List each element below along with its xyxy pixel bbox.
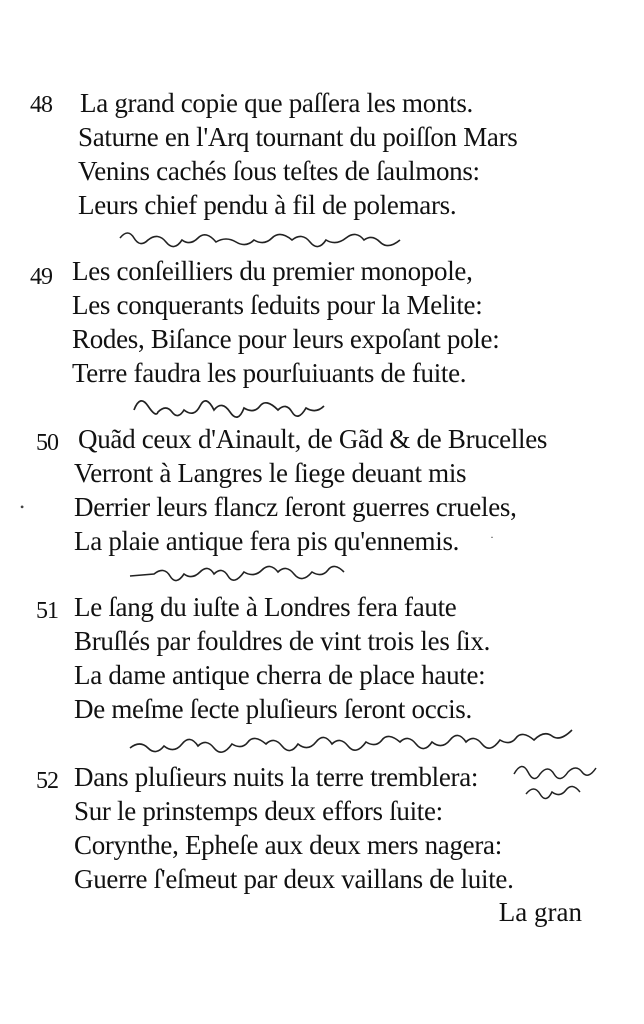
verse-line: Saturne en l'Arq tournant du poiſſon Mars [78, 122, 518, 152]
verse-line: Derrier leurs flancz ſeront guerres crueles, [74, 492, 517, 522]
quatrain-number: 52 [36, 768, 58, 794]
quatrain-50 [30, 422, 610, 562]
quatrain-48 [30, 86, 610, 226]
catchword: La gran [498, 897, 582, 927]
verse-line: Verront à Langres le ſiege deuant mis [74, 458, 467, 488]
quatrain-number: 49 [30, 264, 52, 290]
verse-line: Leurs chief pendu à fil de polemars. [78, 190, 457, 220]
verse-line: Rodes, Biſance pour leurs expoſant pole: [72, 324, 500, 354]
handwritten-annotation [118, 224, 498, 257]
quatrain-number: 51 [36, 598, 58, 624]
quatrain-51 [30, 590, 610, 730]
verse-line: Terre faudra les pourſuiuants de fuite. [72, 358, 467, 388]
verse-line: Venins cachés ſous teſtes de ſaulmons: [78, 156, 480, 186]
stray-mark: · [490, 530, 494, 544]
verse-line: Les conſeilliers du premier monopole, [72, 256, 473, 286]
handwritten-annotation [128, 560, 408, 593]
verse-line: Guerre ſ'eſmeut par deux vaillans de luite. [74, 864, 514, 894]
verse-line: Le ſang du iuſte à Londres fera faute [74, 592, 457, 622]
verse-line: Quãd ceux d'Ainault, de Gãd & de Brucelles [78, 424, 548, 454]
handwritten-annotation [512, 756, 612, 811]
verse-line: La grand copie que paſſera les monts. [80, 88, 474, 118]
verse-line: La dame antique cherra de place haute: [74, 660, 486, 690]
quatrain-number: 50 [36, 430, 58, 456]
verse-line: Les conquerants ſeduits pour la Melite: [72, 290, 483, 320]
verse-line: La plaie antique fera pis qu'ennemis. [74, 526, 460, 556]
stray-mark: • [20, 500, 25, 514]
verse-line: Corynthe, Epheſe aux deux mers nagera: [74, 830, 502, 860]
quatrain-number: 48 [30, 92, 52, 118]
quatrain-49 [30, 254, 610, 394]
verse-line: Dans pluſieurs nuits la terre tremblera: [74, 762, 479, 792]
verse-line: Bruſlés par fouldres de vint trois les ſix. [74, 626, 491, 656]
verse-line: Sur le prinstemps deux effors ſuite: [74, 796, 443, 826]
verse-line: De meſme ſecte pluſieurs ſeront occis. [74, 694, 472, 724]
